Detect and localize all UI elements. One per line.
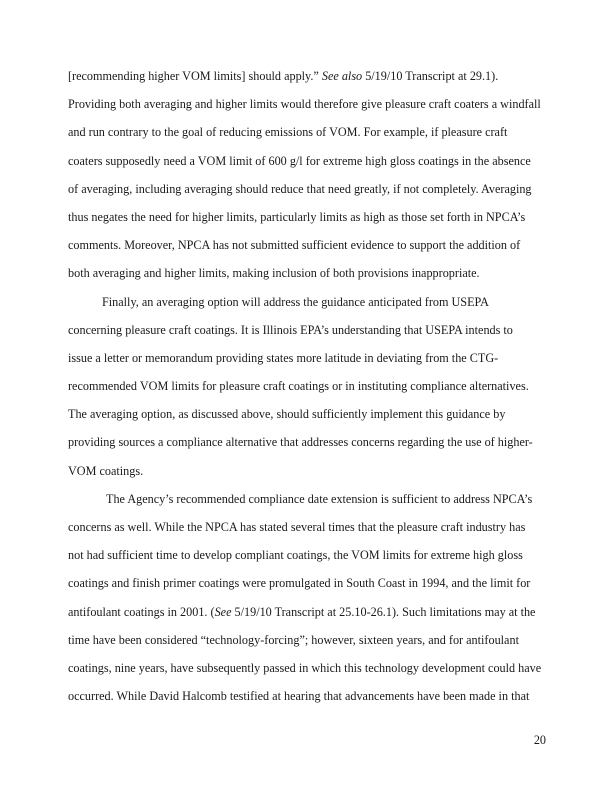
body-text <box>68 62 542 710</box>
text-line: Providing both averaging and higher limits would therefore give pleasure craft coaters a windfall <box>68 97 541 112</box>
text-line: comments. Moreover, NPCA has not submitted sufficient evidence to support the addition of <box>68 238 521 253</box>
text-line: concerning pleasure craft coatings. It is Illinois EPA’s understanding that USEPA intends to <box>68 322 513 337</box>
text-line: time have been considered “technology-forcing”; however, sixteen years, and for antifoulant <box>68 632 519 647</box>
text-line: coatings, nine years, have subsequently passed in which this technology development could have <box>68 660 542 675</box>
text-line: issue a letter or memorandum providing states more latitude in deviating from the CTG- <box>68 350 499 365</box>
text-line: VOM coatings. <box>68 463 144 478</box>
text-line: [recommending higher VOM limits] should apply.” See also 5/19/10 Transcript at 29.1). <box>68 69 499 83</box>
text-line: antifoulant coatings in 2001. (See 5/19/10 Transcript at 25.10-26.1). Such limitations may at the <box>68 604 536 619</box>
text-line: and run contrary to the goal of reducing emissions of VOM. For example, if pleasure craft <box>68 125 508 140</box>
text-line: coatings and finish primer coatings were promulgated in South Coast in 1994, and the limit for <box>68 576 531 591</box>
text-line: thus negates the need for higher limits, particularly limits as high as those set forth in NPCA’s <box>68 209 526 224</box>
text-line: occurred. While David Halcomb testified at hearing that advancements have been made in that <box>68 689 530 704</box>
text-line: recommended VOM limits for pleasure craft coatings or in instituting compliance alternatives. <box>68 379 529 394</box>
paragraph-first-line: The Agency’s recommended compliance date extension is sufficient to address NPCA’s <box>106 491 533 506</box>
text-line: The averaging option, as discussed above, should sufficiently implement this guidance by <box>68 407 506 422</box>
text-line: concerns as well. While the NPCA has stated several times that the pleasure craft industry has <box>68 520 526 534</box>
paragraph-first-line: Finally, an averaging option will address the guidance anticipated from USEPA <box>102 294 489 309</box>
text-line: coaters supposedly need a VOM limit of 600 g/l for extreme high gloss coatings in the absence <box>68 153 531 168</box>
text-line: not had sufficient time to develop compliant coatings, the VOM limits for extreme high gloss <box>68 548 523 563</box>
text-line: providing sources a compliance alternative that addresses concerns regarding the use of higher- <box>68 435 533 450</box>
text-line: of averaging, including averaging should reduce that need greatly, if not completely. Averaging <box>68 181 532 196</box>
text-line: both averaging and higher limits, making inclusion of both provisions inappropriate. <box>68 266 480 281</box>
page-number: 20 <box>533 733 546 747</box>
